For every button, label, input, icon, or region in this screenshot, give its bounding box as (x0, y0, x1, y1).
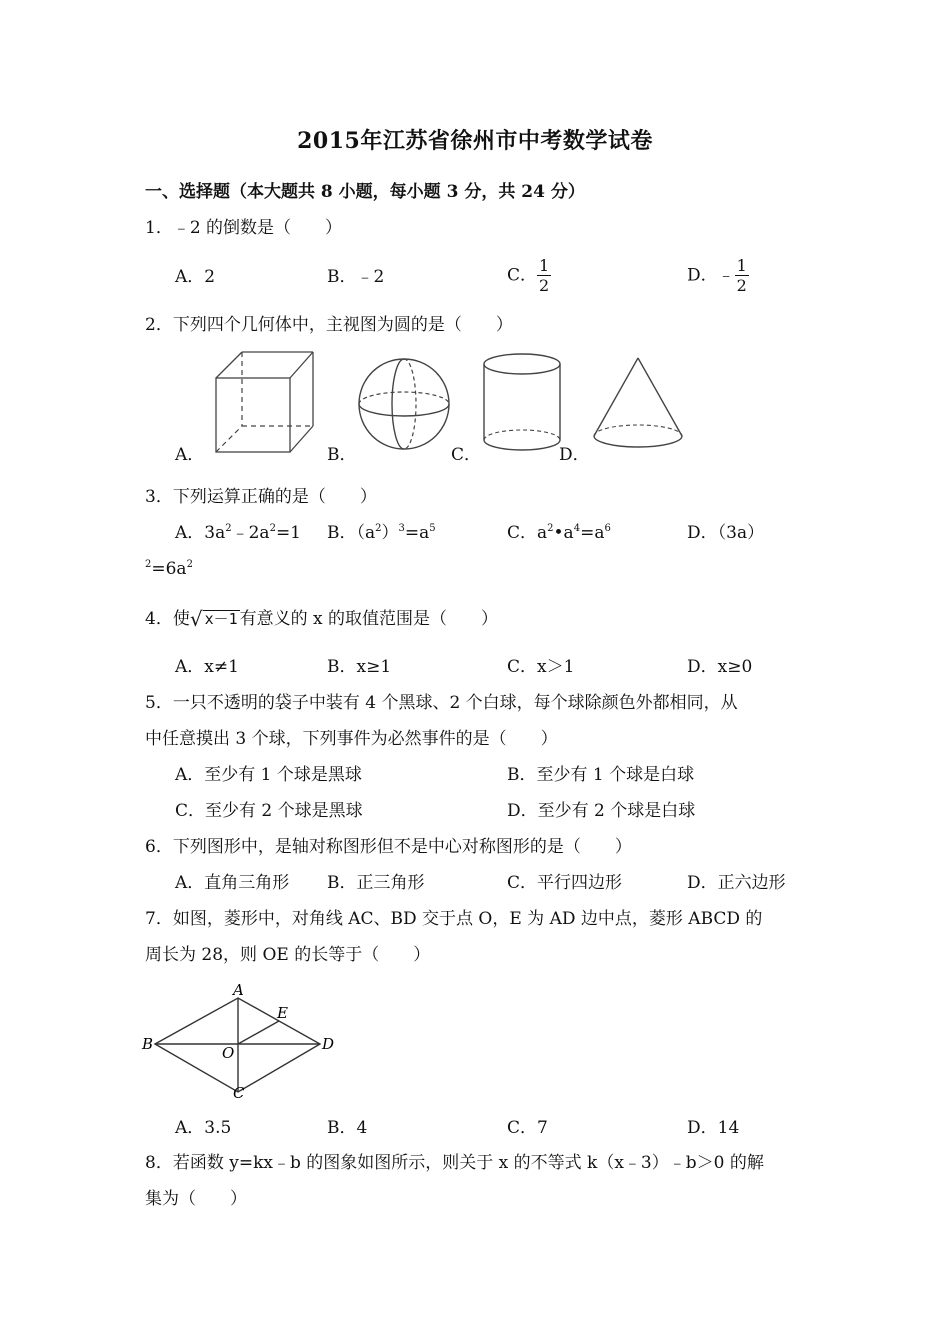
q5-stem-line1: 5．一只不透明的袋子中装有 4 个黑球、2 个白球，每个球除颜色外都相同，从 (145, 693, 738, 713)
cone-figure (590, 356, 686, 452)
q1-stem: 1．﹣2 的倒数是（ ） (145, 218, 343, 238)
q1-d-denominator: 2 (736, 276, 747, 295)
q3-option-c-label: C． (507, 523, 538, 543)
q7-stem-line1: 7．如图，菱形中，对角线 AC、BD 交于点 O，E 为 AD 边中点，菱形 ABCD 的 (145, 909, 763, 929)
q8-stem-line1: 8．若函数 y=kx﹣b 的图象如图所示，则关于 x 的不等式 k（x﹣3）﹣b＞0 的解 (145, 1153, 764, 1173)
q3-option-b: B．$(a^2)^3=a^5$ (327, 523, 436, 543)
q3-option-a-label: A． (175, 523, 205, 543)
q4-stem (145, 609, 498, 629)
q7-option-c: C．7 (507, 1118, 548, 1138)
label-B: B (142, 1035, 154, 1053)
label-A: A (233, 981, 244, 999)
q1-option-b: B．﹣2 (327, 267, 385, 287)
q4-option-d: D．x≥0 (687, 657, 753, 677)
cube-figure (210, 346, 320, 456)
q2-option-b: B． (327, 445, 357, 465)
label-C: C (233, 1084, 245, 1102)
q1-d-numerator: 1 (736, 256, 747, 275)
q2-option-c: C． (451, 445, 482, 465)
q2-option-a: A． (175, 445, 205, 465)
label-E: E (277, 1004, 288, 1022)
q6-option-a: A．直角三角形 (175, 873, 290, 893)
q4-stem-pre: 4．使 (145, 609, 190, 629)
q4-radicand: x－1 (204, 610, 238, 628)
sphere-figure (356, 356, 452, 452)
q7-option-b: B．4 (327, 1118, 368, 1138)
q1-option-a: A．2 (175, 267, 216, 287)
q3-option-d-continuation: $^2=6a^2$ (145, 559, 193, 579)
q3-option-b-label: B． (327, 523, 357, 543)
q1-c-numerator: 1 (539, 256, 550, 275)
q5-option-c: C．至少有 2 个球是黑球 (175, 801, 363, 821)
q4-option-b: B．x≥1 (327, 657, 392, 677)
q3-option-d-label: D． (687, 523, 718, 543)
q6-option-d: D．正六边形 (687, 873, 786, 893)
q3-option-a: A．$3a^2﹣2a^2=1$ (175, 523, 301, 543)
page-title: 2015年江苏省徐州市中考数学试卷 (297, 128, 653, 154)
q5-stem-line2: 中任意摸出 3 个球，下列事件为必然事件的是（ ） (145, 729, 558, 749)
q5-option-b: B．至少有 1 个球是白球 (507, 765, 695, 785)
q5-option-a: A．至少有 1 个球是黑球 (175, 765, 362, 785)
q3-option-d-cont: =6a (151, 559, 187, 579)
q3-option-d-text: （3a） (717, 523, 765, 543)
q2-option-d: D． (559, 445, 590, 465)
section-heading: 一、选择题（本大题共 8 小题，每小题 3 分，共 24 分） (145, 182, 585, 202)
q1-option-c (507, 258, 551, 294)
q7-stem-line2: 周长为 28，则 OE 的长等于（ ） (145, 945, 431, 965)
q6-stem: 6．下列图形中，是轴对称图形但不是中心对称图形的是（ ） (145, 837, 632, 857)
q4-option-a: A．x≠1 (175, 657, 239, 677)
q5-option-d: D．至少有 2 个球是白球 (507, 801, 696, 821)
q3-stem: 3．下列运算正确的是（ ） (145, 487, 377, 507)
q7-option-a: A．3.5 (175, 1118, 232, 1138)
q1-option-d (687, 258, 749, 294)
q1-c-denominator: 2 (539, 276, 550, 295)
radical-sign: √ (189, 607, 203, 631)
q2-stem: 2．下列四个几何体中，主视图为圆的是（ ） (145, 315, 513, 335)
q1-option-d-label: D．﹣ (687, 265, 735, 286)
q1-option-c-label: C． (507, 265, 538, 286)
q4-option-c: C．x＞1 (507, 657, 575, 677)
q4-stem-post: 有意义的 x 的取值范围是（ ） (239, 609, 499, 629)
cylinder-figure (480, 352, 564, 456)
q1-option-d-fraction (735, 258, 749, 294)
q8-stem-line2: 集为（ ） (145, 1189, 247, 1209)
q3-option-d (687, 525, 764, 542)
rhombus-figure (140, 980, 340, 1105)
label-D: D (322, 1035, 335, 1053)
q1-option-c-fraction (537, 258, 551, 294)
q3-option-c: C．$a^2•a^4=a^6$ (507, 523, 611, 543)
q6-option-b: B．正三角形 (327, 873, 425, 893)
q6-option-c: C．平行四边形 (507, 873, 623, 893)
q7-option-d: D．14 (687, 1118, 740, 1138)
q4-sqrt (190, 609, 240, 629)
label-O: O (222, 1044, 235, 1062)
